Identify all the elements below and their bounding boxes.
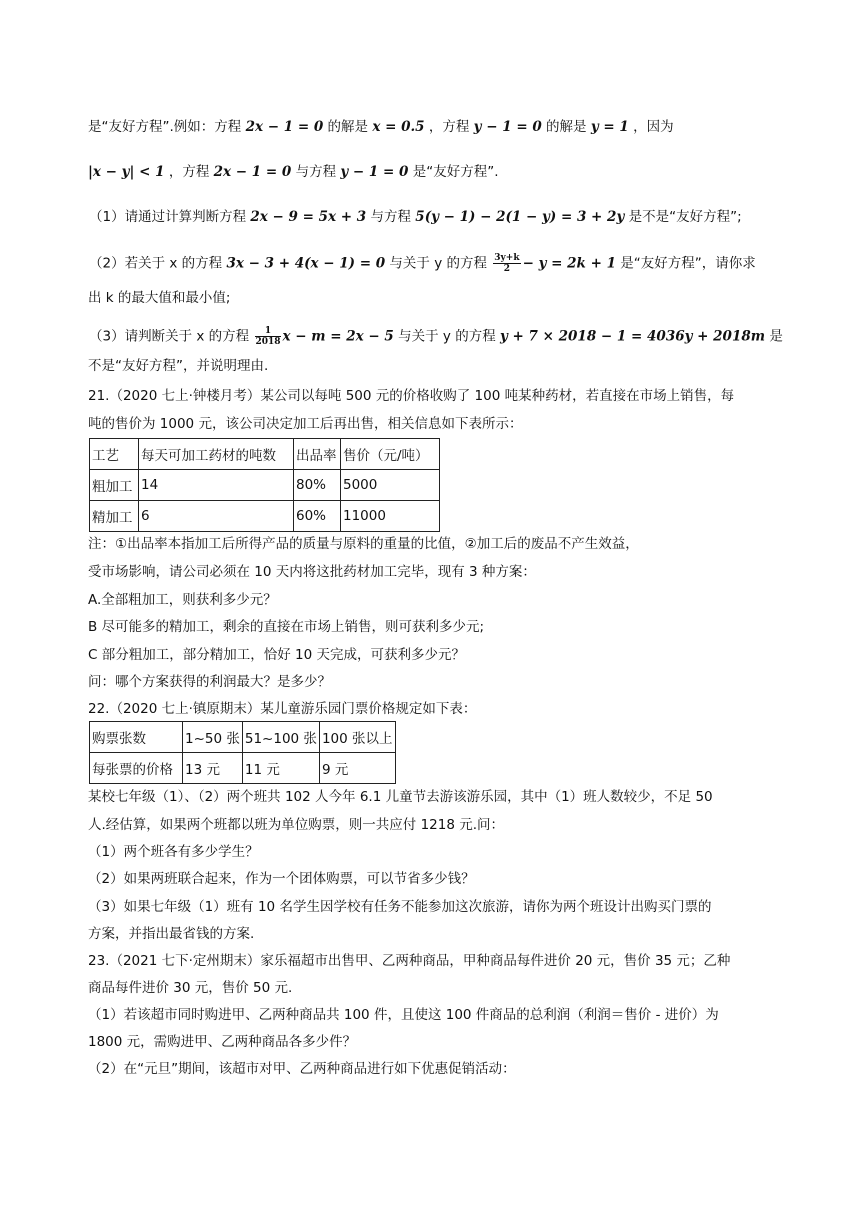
table-header-cell: 购票张数 — [90, 722, 183, 753]
q23-part-1: （1）若该超市同时购进甲、乙两种商品共 100 件，且使这 100 件商品的总利润（利润＝售价 - 进价）为 — [88, 1007, 719, 1023]
text: 是 — [765, 328, 783, 345]
q23-part-1-cont: 1800 元，需购进甲、乙两种商品各多少件？ — [88, 1034, 357, 1050]
text: 与方程 — [291, 164, 341, 180]
equation: 2x − 1 = 0 — [245, 119, 324, 135]
q21-table — [89, 438, 440, 532]
table-cell: 11000 — [341, 501, 440, 532]
table-header-cell: 每天可加工药材的吨数 — [139, 439, 294, 470]
table-cell: 9 元 — [319, 753, 395, 784]
table-header-cell: 工艺 — [90, 439, 139, 470]
table-cell: 粗加工 — [90, 470, 139, 501]
q22-line-2: 某校七年级（1）、（2）两个班共 102 人今年 6.1 儿童节去游该游乐园，其中（1）班人数较少，不足 50 — [88, 789, 713, 805]
equation: 5(y − 1) − 2(1 − y) = 3 + 2y — [415, 209, 625, 225]
text: 的解是 — [323, 119, 373, 135]
equation: y + 7 × 2018 − 1 = 4036y + 2018m — [499, 328, 766, 345]
q22-line-1: 22.（2020 七上·镇原期末）某儿童游乐园门票价格规定如下表： — [88, 701, 477, 717]
table-cell: 6 — [139, 501, 294, 532]
text: ，因为 — [628, 119, 674, 135]
equation: y − 1 = 0 — [473, 119, 542, 135]
q21-note: 注：①出品率本指加工后所得产品的质量与原料的重量的比值，②加工后的废品不产生效益， — [88, 536, 639, 552]
q22-part-1: （1）两个班各有多少学生？ — [88, 844, 259, 860]
q21-line-1: 21.（2020 七上·钟楼月考）某公司以每吨 500 元的价格收购了 100 吨某种药材，若直接在市场上销售，每 — [88, 388, 735, 404]
q23-line-2: 商品每件进价 30 元，售价 50 元. — [88, 980, 293, 996]
text: ，方程 — [164, 164, 214, 180]
q20-part-1 — [89, 207, 742, 227]
q20-part-3 — [89, 326, 783, 347]
text: 是“友好方程”.例如：方程 — [88, 119, 246, 135]
intro-line-1 — [88, 117, 674, 137]
q23-part-2: （2）在“元旦”期间，该超市对甲、乙两种商品进行如下优惠促销活动： — [88, 1061, 516, 1077]
equation: 3x − 3 + 4(x − 1) = 0 — [226, 255, 386, 272]
table-row — [90, 470, 440, 501]
equation: y = 1 — [590, 119, 629, 135]
equation: |x − y| < 1 — [88, 164, 165, 180]
q21-option-a: A.全部粗加工，则获利多少元？ — [88, 592, 277, 608]
q21-option-b: B 尽可能多的精加工，剩余的直接在市场上销售，则可获利多少元; — [88, 619, 485, 635]
text: 不是“友好方程”，并说明理由. — [88, 358, 269, 374]
q22-line-3: 人.经估算，如果两个班都以班为单位购票，则一共应付 1218 元.问： — [88, 817, 505, 833]
table-cell: 11 元 — [242, 753, 319, 784]
table-header-cell: 1~50 张 — [183, 722, 243, 753]
equation: 2x − 9 = 5x + 3 — [250, 209, 367, 225]
q21-option-c: C 部分粗加工，部分精加工，恰好 10 天完成，可获利多少元？ — [88, 647, 465, 663]
denominator: 2 — [503, 264, 511, 274]
table-header-cell: 出品率 — [294, 439, 341, 470]
table-header-cell: 售价（元/吨） — [341, 439, 440, 470]
text: 与关于 y 的方程 — [385, 255, 492, 272]
table-header-cell: 51~100 张 — [242, 722, 319, 753]
q22-part-3-cont: 方案，并指出最省钱的方案. — [88, 926, 255, 942]
intro-line-2 — [88, 162, 499, 182]
q20-part-2-cont — [88, 288, 230, 308]
table-header-cell: 100 张以上 — [319, 722, 395, 753]
table-row — [90, 501, 440, 532]
table-header-row — [90, 722, 396, 753]
table-cell: 13 元 — [183, 753, 243, 784]
text: 是“友好方程”，请你求 — [616, 255, 756, 272]
table-cell: 80% — [294, 470, 341, 501]
q22-table — [89, 721, 396, 784]
fraction — [493, 253, 520, 274]
q20-part-3-cont — [88, 356, 268, 376]
text: ，方程 — [424, 119, 474, 135]
q21-line-3: 受市场影响，请公司必须在 10 天内将这批药材加工完毕，现有 3 种方案： — [88, 564, 536, 580]
text: （1）请通过计算判断方程 — [89, 209, 251, 225]
q23-line-1: 23.（2021 七下·定州期末）家乐福超市出售甲、乙两种商品，甲种商品每件进价 20 元，售价 35 元；乙种 — [88, 953, 731, 969]
text: 与关于 y 的方程 — [393, 328, 500, 345]
text: （3）请判断关于 x 的方程 — [89, 328, 254, 345]
equation: x − m = 2x − 5 — [282, 328, 394, 345]
fraction — [255, 326, 280, 347]
table-cell: 60% — [294, 501, 341, 532]
q22-part-2: （2）如果两班联合起来，作为一个团体购票，可以节省多少钱？ — [88, 871, 475, 887]
numerator: 3y+k — [494, 253, 520, 263]
q22-part-3: （3）如果七年级（1）班有 10 名学生因学校有任务不能参加这次旅游，请你为两个班设计出购买门票的 — [88, 899, 712, 915]
q20-part-2 — [89, 253, 756, 274]
equation: y − 1 = 0 — [340, 164, 409, 180]
text: 出 k 的最大值和最小值; — [88, 290, 231, 306]
text: 的解是 — [541, 119, 591, 135]
table-cell: 14 — [139, 470, 294, 501]
numerator: 1 — [255, 326, 280, 337]
table-row — [90, 753, 396, 784]
equation: − y = 2k + 1 — [522, 255, 616, 272]
text: 是不是“友好方程”; — [624, 209, 742, 225]
text: （2）若关于 x 的方程 — [89, 255, 227, 272]
q21-line-2: 吨的售价为 1000 元，该公司决定加工后再出售，相关信息如下表所示： — [88, 416, 523, 432]
table-cell: 每张票的价格 — [90, 753, 183, 784]
equation: x = 0.5 — [372, 119, 425, 135]
text: 与方程 — [366, 209, 416, 225]
equation: 2x − 1 = 0 — [213, 164, 292, 180]
q21-question: 问：哪个方案获得的利润最大？是多少？ — [88, 674, 331, 690]
denominator: 2018 — [255, 337, 281, 347]
table-cell: 精加工 — [90, 501, 139, 532]
table-cell: 5000 — [341, 470, 440, 501]
text: 是“友好方程”. — [408, 164, 499, 180]
table-header-row — [90, 439, 440, 470]
